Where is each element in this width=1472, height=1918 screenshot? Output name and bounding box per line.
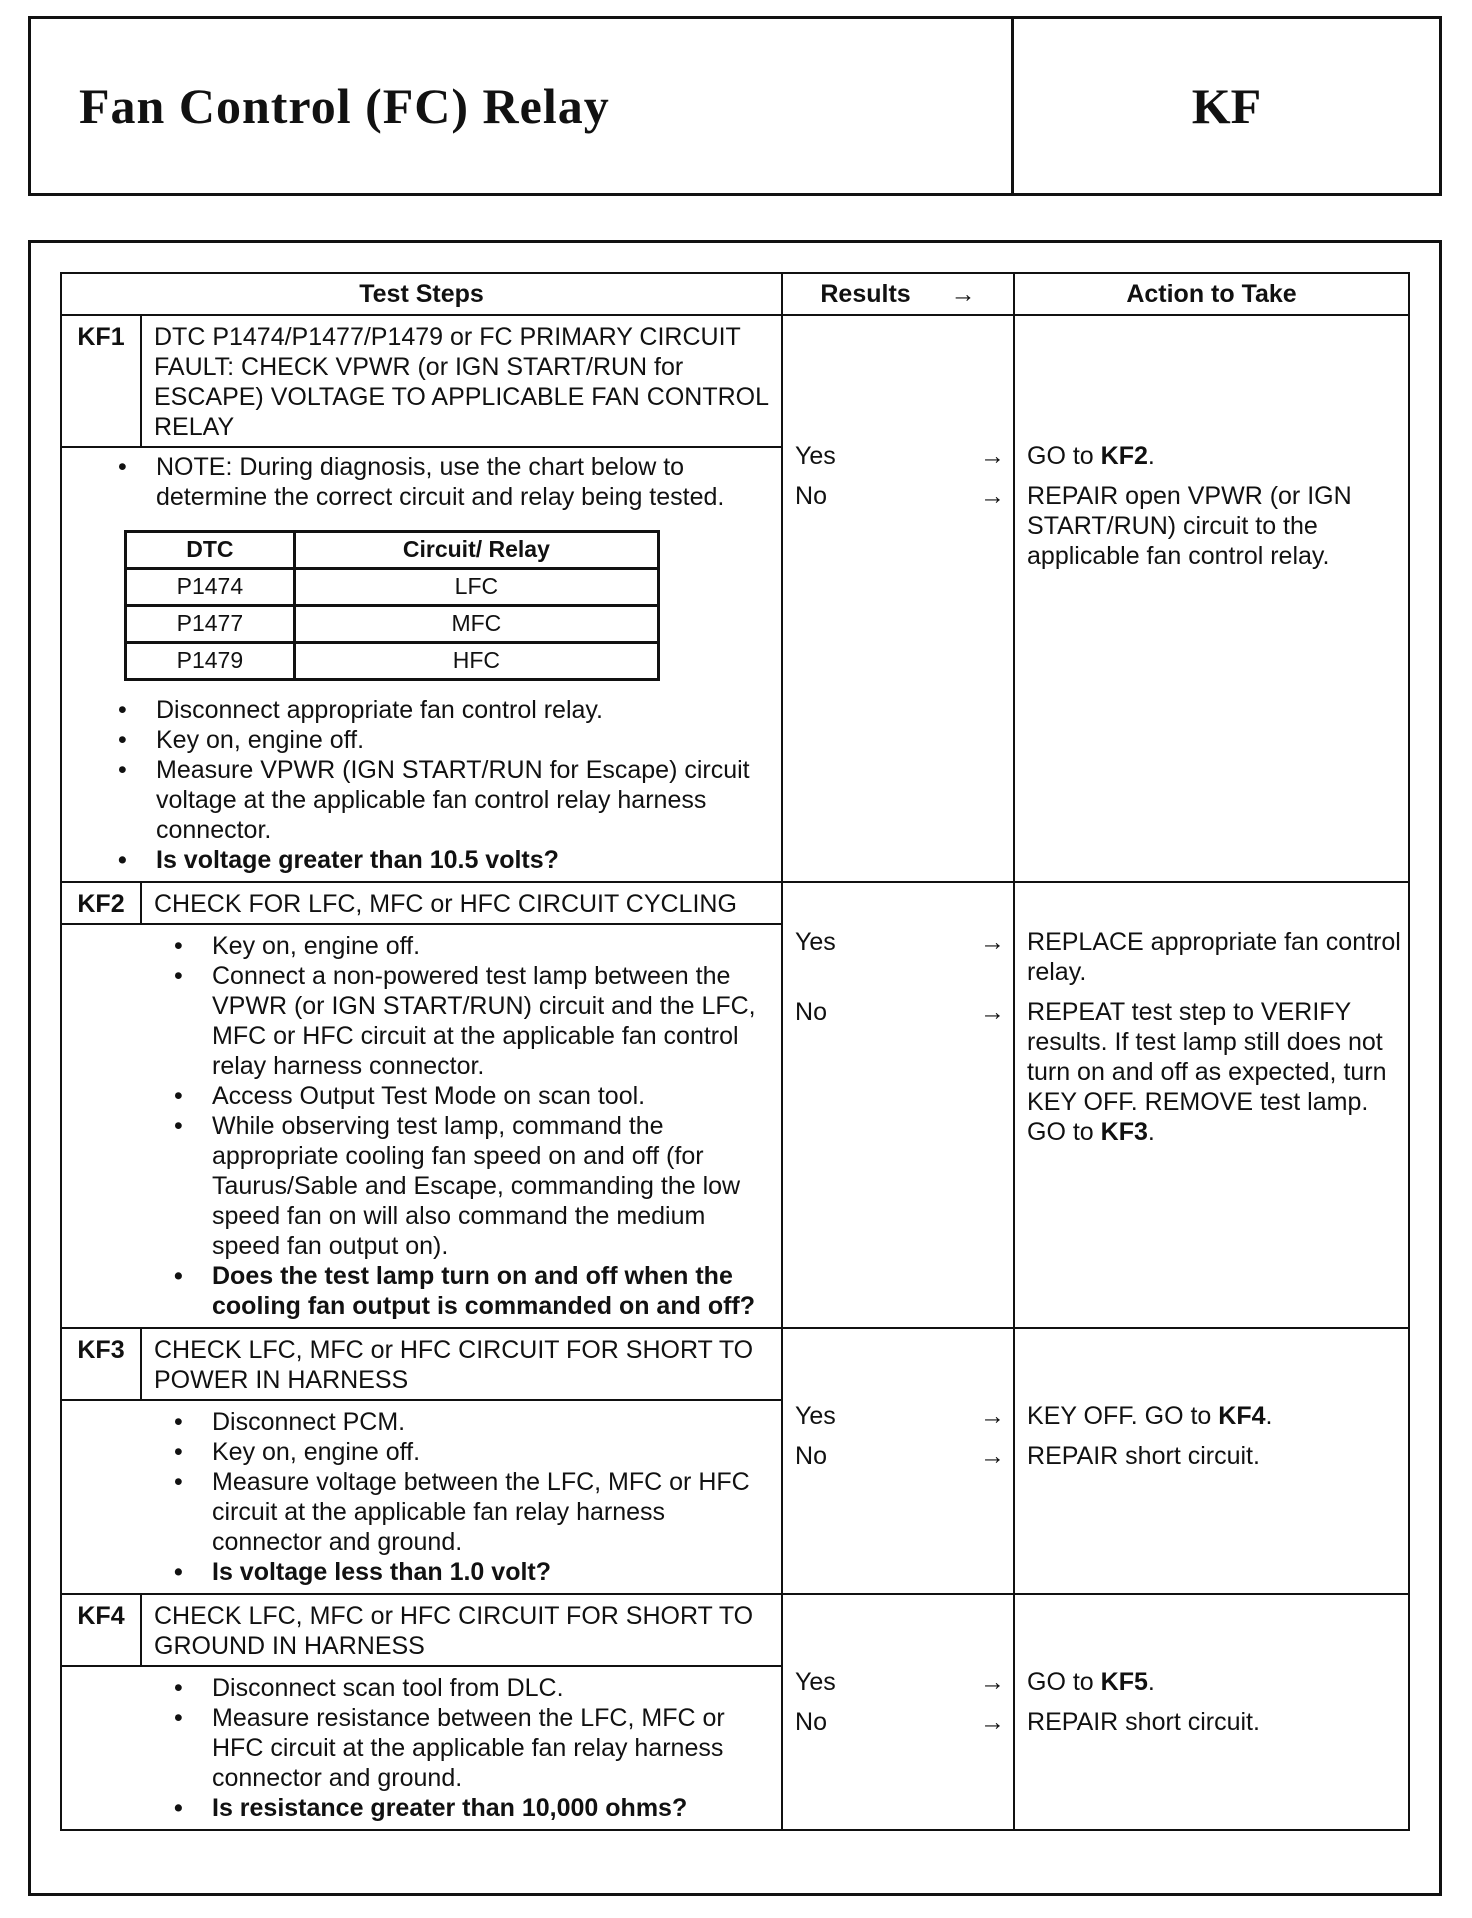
list-item: • Disconnect PCM. <box>170 1407 771 1437</box>
action-cell <box>1014 882 1409 1328</box>
list-item: • Measure VPWR (IGN START/RUN for Escape) circuit voltage at the applicable fan control relay harness connector. <box>114 755 771 845</box>
circuit-cell: HFC <box>294 643 658 680</box>
header-results-label: Results <box>820 280 911 308</box>
note-text: • NOTE: During diagnosis, use the chart below to determine the correct circuit and relay being tested. <box>114 452 771 512</box>
step-reference: KF5 <box>1100 1668 1148 1696</box>
arrow-icon: → <box>980 482 1006 510</box>
action-no: REPAIR short circuit. <box>1027 1708 1260 1736</box>
step-body <box>61 924 782 1328</box>
list-item: • Access Output Test Mode on scan tool. <box>170 1081 771 1111</box>
list-item: • Measure resistance between the LFC, MFC or HFC circuit at the applicable fan relay harness connector and ground. <box>170 1703 771 1793</box>
test-steps-table <box>60 272 1410 1831</box>
step-reference: KF3 <box>1100 1118 1148 1146</box>
results-cell <box>782 1594 1014 1830</box>
arrow-icon: → <box>980 1442 1006 1470</box>
list-item: • While observing test lamp, command the appropriate cooling fan speed on and off (for Taurus/Sable and Escape, commanding the low speed fan on will also command the medium speed fan output on). <box>170 1111 771 1261</box>
list-item: • Connect a non-powered test lamp between the VPWR (or IGN START/RUN) circuit and the LFC, MFC or HFC circuit at the applicable fan control relay harness connector. <box>170 961 771 1081</box>
question-item: • Is voltage greater than 10.5 volts? <box>114 845 771 875</box>
action-yes: GO to KF2. <box>1027 442 1155 470</box>
question-item: • Is voltage less than 1.0 volt? <box>170 1557 771 1587</box>
action-no: REPAIR short circuit. <box>1027 1442 1260 1470</box>
action-no: REPAIR open VPWR (or IGN START/RUN) circuit to the applicable fan control relay. <box>1027 482 1352 570</box>
result-no <box>795 997 1005 1027</box>
arrow-icon: → <box>980 928 1006 956</box>
dtc-cell: P1479 <box>126 643 295 680</box>
dtc-header: DTC <box>126 532 295 569</box>
list-item: • Measure voltage between the LFC, MFC or HFC circuit at the applicable fan relay harness connector and ground. <box>170 1467 771 1557</box>
step-body <box>61 1400 782 1594</box>
result-label: No <box>795 482 827 510</box>
step-title-row <box>61 1328 1409 1400</box>
dtc-cell: P1474 <box>126 569 295 606</box>
step-title-row <box>61 882 1409 924</box>
action-cell <box>1014 1594 1409 1830</box>
circuit-cell: LFC <box>294 569 658 606</box>
result-label: No <box>795 998 827 1026</box>
results-cell <box>782 315 1014 882</box>
list-item: • Disconnect appropriate fan control relay. <box>114 695 771 725</box>
list-item: • Disconnect scan tool from DLC. <box>170 1673 771 1703</box>
action-cell <box>1014 315 1409 882</box>
step-title-row <box>61 1594 1409 1666</box>
header-test-steps: Test Steps <box>61 273 782 315</box>
step-reference: KF4 <box>1218 1402 1266 1430</box>
step-title: CHECK LFC, MFC or HFC CIRCUIT FOR SHORT TO POWER IN HARNESS <box>141 1328 782 1400</box>
arrow-icon: → <box>980 1402 1006 1430</box>
arrow-icon: → <box>980 1668 1006 1696</box>
table-header-row <box>61 273 1409 315</box>
step-id: KF2 <box>61 882 141 924</box>
step-id: KF4 <box>61 1594 141 1666</box>
arrow-icon: → <box>980 442 1006 470</box>
step-id: KF1 <box>61 315 141 447</box>
list-item: • Key on, engine off. <box>170 931 771 961</box>
table-row <box>126 606 659 643</box>
result-label: Yes <box>795 1402 836 1430</box>
table-row <box>126 643 659 680</box>
table-row <box>126 569 659 606</box>
header-results <box>782 273 1014 315</box>
circuit-cell: MFC <box>294 606 658 643</box>
result-label: Yes <box>795 1668 836 1696</box>
section-code: KF <box>1011 19 1439 193</box>
result-label: No <box>795 1708 827 1736</box>
result-yes <box>795 927 1005 957</box>
results-cell <box>782 882 1014 1328</box>
step-body <box>61 447 782 882</box>
result-no <box>795 1441 1005 1471</box>
result-label: Yes <box>795 442 836 470</box>
result-label: Yes <box>795 928 836 956</box>
step-title: CHECK FOR LFC, MFC or HFC CIRCUIT CYCLING <box>141 882 782 924</box>
page-header <box>28 16 1442 196</box>
step-title: DTC P1474/P1477/P1479 or FC PRIMARY CIRCUIT FAULT: CHECK VPWR (or IGN START/RUN for ESCAPE) VOLTAGE TO APPLICABLE FAN CONTROL RELAY <box>141 315 782 447</box>
action-yes: REPLACE appropriate fan control relay. <box>1027 928 1401 986</box>
dtc-cell: P1477 <box>126 606 295 643</box>
dtc-circuit-table <box>124 530 660 681</box>
question-item: • Is resistance greater than 10,000 ohms? <box>170 1793 771 1823</box>
page-title: Fan Control (FC) Relay <box>79 78 610 134</box>
result-yes <box>795 1667 1005 1697</box>
step-id: KF3 <box>61 1328 141 1400</box>
step-title-row <box>61 315 1409 447</box>
list-item: • Key on, engine off. <box>114 725 771 755</box>
results-cell <box>782 1328 1014 1594</box>
question-item: • Does the test lamp turn on and off when the cooling fan output is commanded on and off? <box>170 1261 771 1321</box>
circuit-header: Circuit/ Relay <box>294 532 658 569</box>
result-no <box>795 481 1005 511</box>
result-no <box>795 1707 1005 1737</box>
step-reference: KF2 <box>1100 442 1148 470</box>
arrow-icon: → <box>980 998 1006 1026</box>
arrow-icon: → <box>950 280 976 308</box>
action-cell <box>1014 1328 1409 1594</box>
step-body <box>61 1666 782 1830</box>
list-item: • Key on, engine off. <box>170 1437 771 1467</box>
action-yes: KEY OFF. GO to KF4. <box>1027 1402 1273 1430</box>
step-title: CHECK LFC, MFC or HFC CIRCUIT FOR SHORT TO GROUND IN HARNESS <box>141 1594 782 1666</box>
arrow-icon: → <box>980 1708 1006 1736</box>
action-yes: GO to KF5. <box>1027 1668 1155 1696</box>
header-action: Action to Take <box>1014 273 1409 315</box>
result-yes <box>795 441 1005 471</box>
result-yes <box>795 1401 1005 1431</box>
action-no: REPEAT test step to VERIFY results. If test lamp still does not turn on and off as expected, turn KEY OFF. REMOVE test lamp. GO to KF3. <box>1027 998 1387 1146</box>
result-label: No <box>795 1442 827 1470</box>
